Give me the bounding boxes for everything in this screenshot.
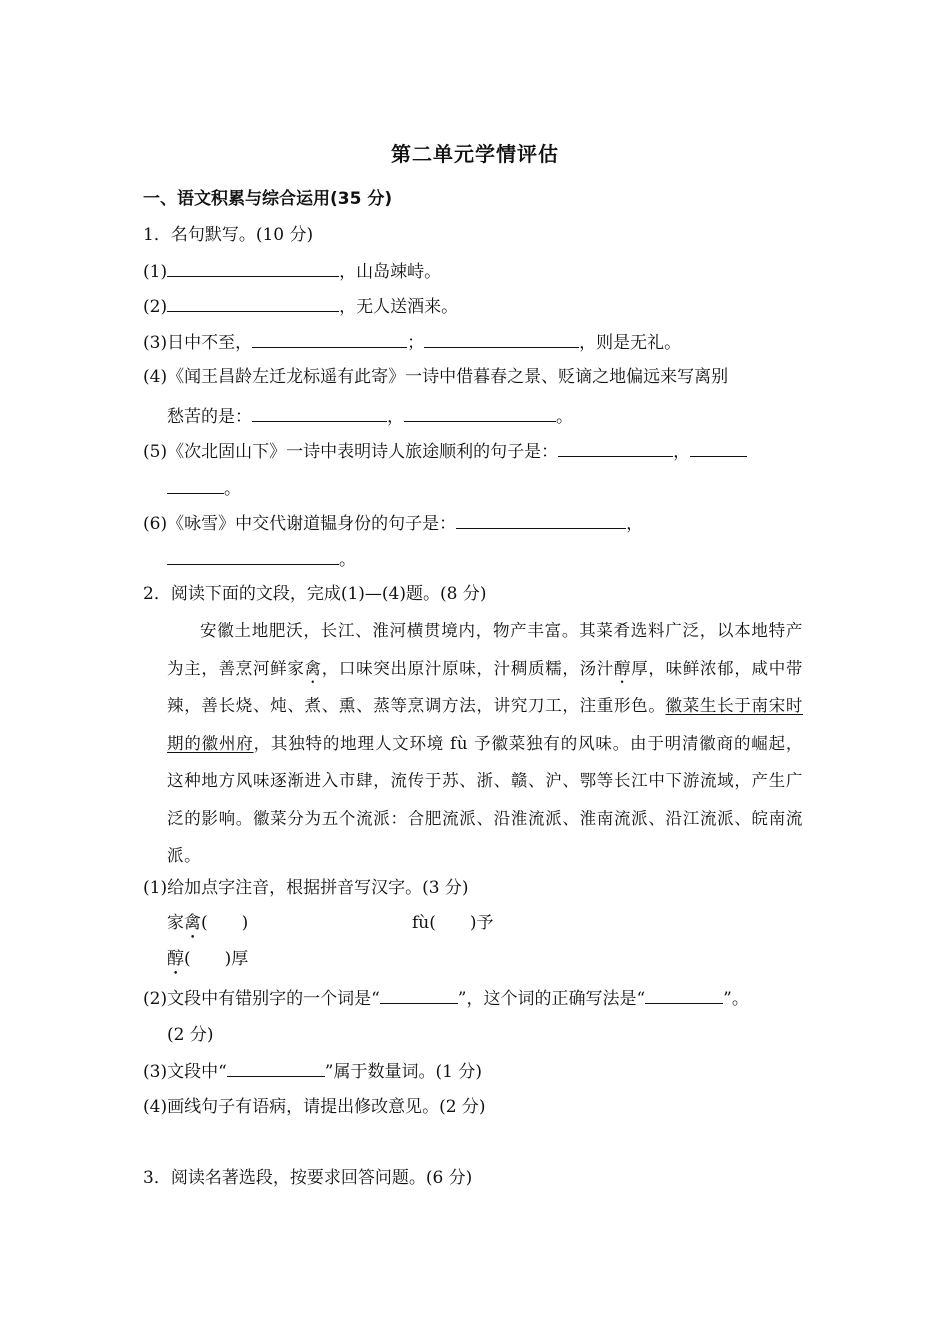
item-text: 。: [339, 550, 356, 570]
item-text: (5)《次北固山下》一诗中表明诗人旅途顺利的句子是：: [143, 442, 559, 462]
item-text: (2)文段中有错别字的一个词是“: [143, 989, 380, 1009]
page-title: 第二单元学情评估: [391, 142, 559, 166]
item-text: (3)文段中“: [143, 1062, 227, 1082]
item-text: ，则是无礼。: [579, 333, 682, 353]
q2-sub-1-c: [167, 948, 248, 979]
q1-item-6-line-2: [167, 548, 356, 571]
dotted-char: 禽: [304, 658, 322, 678]
item-text: 。: [556, 407, 573, 427]
answer-blank[interactable]: [167, 477, 224, 494]
item-text: ，: [387, 407, 404, 427]
item-text: ”，这个词的正确写法是“: [457, 989, 646, 1009]
passage-text: ，口味突出原汁原味，汁稠质糯，汤汁: [321, 658, 614, 678]
item-text: ”。: [723, 989, 749, 1009]
question-3-heading: 3．阅读名著选段，按要求回答问题。(6 分): [143, 1168, 473, 1188]
answer-blank[interactable]: [227, 1060, 325, 1077]
item-text: (6)《咏雪》中交代谢道韫身份的句子是：: [143, 514, 457, 534]
item-text: 。: [224, 479, 241, 499]
question-2-heading: 2．阅读下面的文段，完成(1)—(4)题。(8 分): [143, 584, 487, 604]
item-text: ”属于数量词。(1 分): [324, 1062, 482, 1082]
item-text: ，: [673, 442, 691, 462]
item-text: 家: [167, 913, 184, 933]
item-text: ；: [407, 333, 425, 353]
q2-sub-2-score: (2 分): [167, 1025, 214, 1045]
item-text: ，无人送酒来。: [339, 297, 459, 317]
answer-blank[interactable]: [167, 295, 339, 312]
q2-sub-4: (4)画线句子有语病，请提出修改意见。(2 分): [143, 1097, 486, 1117]
q1-item-5-line-2: [167, 477, 241, 500]
q1-item-4-line-1: (4)《闻王昌龄左迁龙标遥有此寄》一诗中借暮春之景、贬谪之地偏远来写离别: [143, 367, 729, 387]
q1-item-1: [143, 260, 441, 283]
answer-blank[interactable]: [645, 987, 723, 1004]
dotted-char: 醇: [167, 949, 184, 969]
answer-blank[interactable]: [690, 440, 747, 457]
q1-item-6-line-1: [143, 512, 643, 535]
passage-text: ，其独特的地理人文环境 fù 予徽菜独有的风味。由于明清徽商的崛起，这种地方风味逐渐进入市肆，流传于苏、浙、赣、沪、鄂等长江中下游流域，产生广泛的影响。徽菜分为五个流派：合肥流派、沿淮流派、淮南流派、沿江流派、皖南流派。: [167, 733, 803, 865]
passage-text: 安徽土地肥沃，长江、淮河横贯境内，物产丰富。其菜肴选料广泛，以本地特产为主，善烹河鲜家: [167, 621, 803, 678]
answer-paren[interactable]: ( ): [201, 913, 249, 933]
underlined-sentence: 徽菜生长于南宋时期的徽州府: [167, 696, 803, 753]
q1-item-3: [143, 331, 681, 354]
answer-paren[interactable]: ( )厚: [184, 949, 249, 969]
answer-blank[interactable]: [424, 331, 579, 348]
q2-sub-1-b[interactable]: fù( )予: [412, 913, 494, 933]
question-1-heading: 1．名句默写。(10 分): [143, 225, 314, 245]
item-text: ，: [626, 514, 644, 534]
dotted-char: 禽: [184, 913, 201, 933]
q2-sub-1-a: [167, 912, 248, 943]
item-number: (2): [143, 297, 168, 317]
answer-blank[interactable]: [167, 260, 339, 277]
answer-blank[interactable]: [167, 548, 339, 565]
q2-sub-2: [143, 987, 749, 1010]
reading-passage: [167, 612, 803, 875]
answer-blank[interactable]: [252, 331, 407, 348]
answer-blank[interactable]: [558, 440, 673, 457]
item-text: 愁苦的是：: [167, 407, 252, 427]
item-text: (3)日中不至，: [143, 333, 253, 353]
answer-blank[interactable]: [252, 405, 387, 422]
answer-blank[interactable]: [404, 405, 556, 422]
q2-sub-3: [143, 1060, 482, 1083]
q1-item-5-line-1: [143, 440, 747, 463]
q1-item-2: [143, 295, 458, 318]
q2-sub-1: (1)给加点字注音，根据拼音写汉字。(3 分): [143, 878, 469, 898]
section-heading: 一、语文积累与综合运用(35 分): [143, 189, 393, 209]
item-number: (1): [143, 262, 168, 282]
answer-blank[interactable]: [456, 512, 626, 529]
q1-item-4-line-2: [167, 405, 573, 428]
item-text: ，山岛竦峙。: [339, 262, 442, 282]
dotted-char: 醇: [613, 658, 632, 678]
passage-text: 厚，味鲜浓郁，咸中带辣，善长烧、炖、煮、熏、蒸等烹调方法，讲究刀工，注重形色。: [167, 658, 804, 715]
answer-blank[interactable]: [380, 987, 458, 1004]
